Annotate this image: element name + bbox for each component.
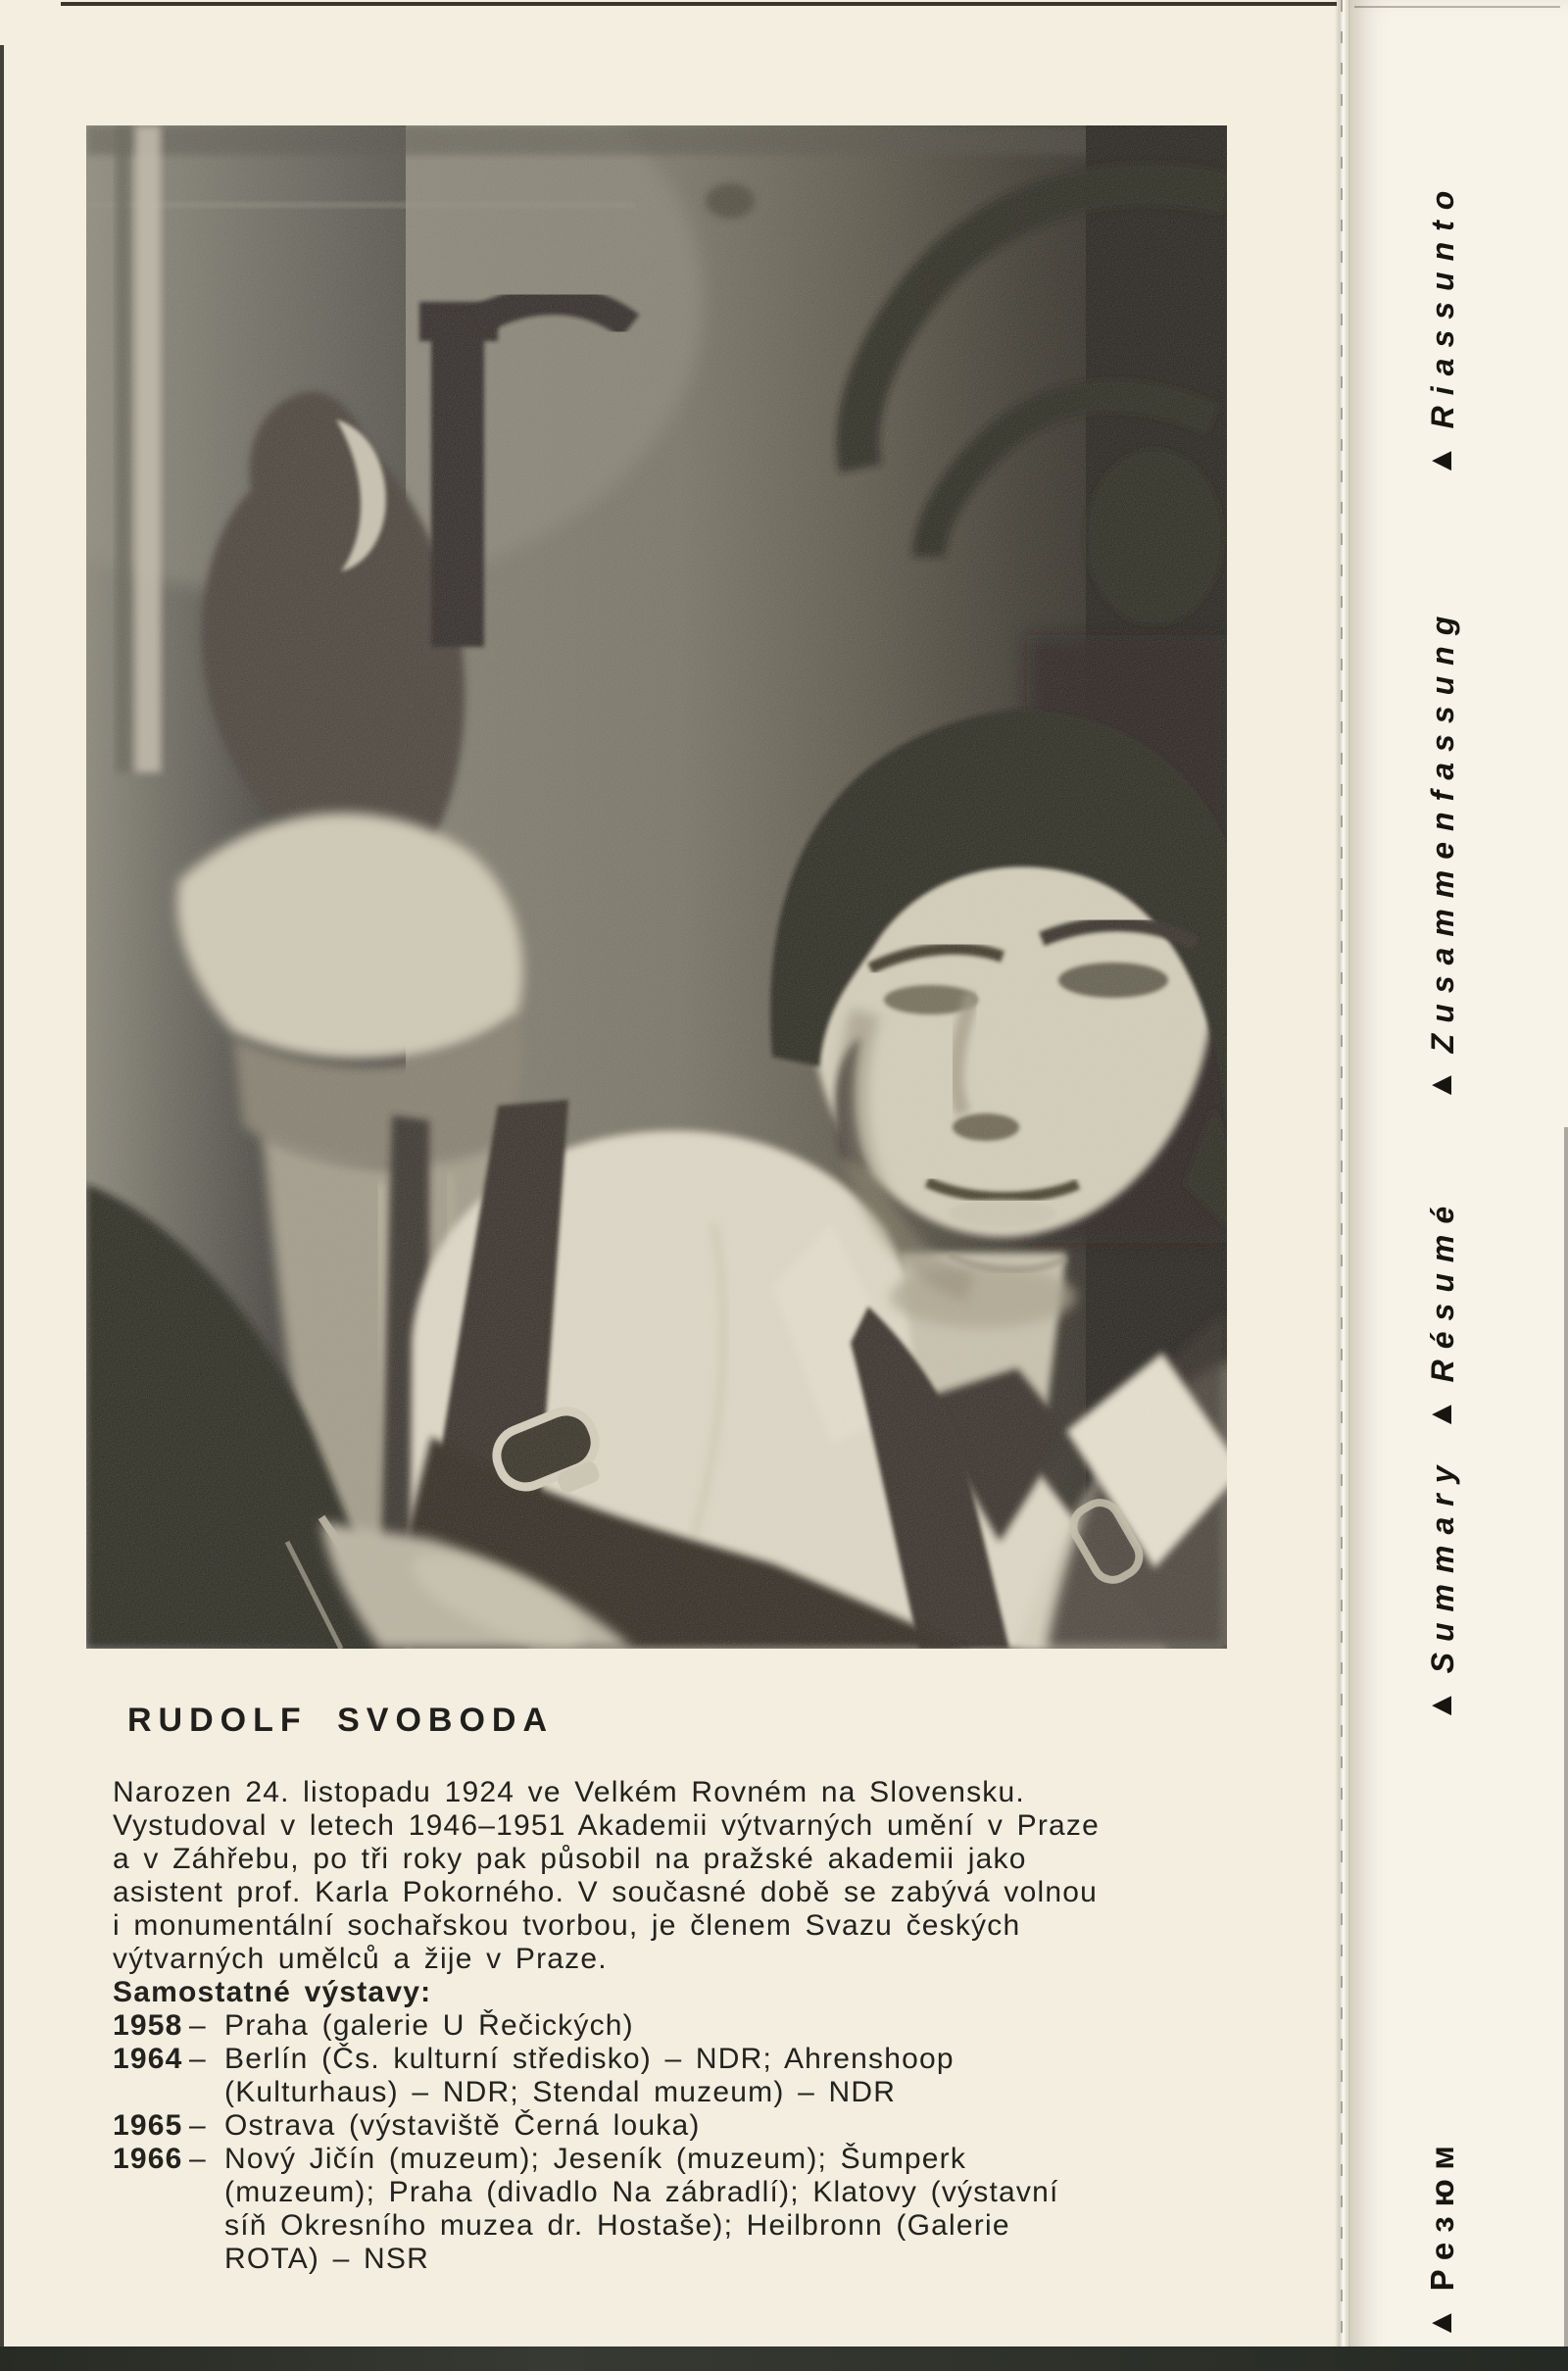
exhibition-year: 1966 (113, 2143, 183, 2175)
margin-label-text: Riassunto (1425, 179, 1460, 429)
bio-paragraph (113, 1776, 1289, 1976)
scan-edge-top (61, 2, 1337, 6)
margin-label-rezjum (1423, 2136, 1462, 2340)
margin-label-text: Résumé (1425, 1195, 1460, 1383)
triangle-marker-icon: ▲ (1422, 1689, 1459, 1722)
exhibition-row (113, 2009, 1289, 2043)
triangle-marker-icon: ▲ (1422, 2306, 1459, 2340)
exhibition-separator: – (189, 2043, 207, 2075)
exhibition-year: 1965 (113, 2109, 183, 2142)
margin-label-riassunto (1423, 180, 1462, 477)
scan-edge-right (1564, 1127, 1568, 2346)
margin-label-text: Summary (1425, 1455, 1460, 1674)
exhibition-separator: – (189, 2009, 207, 2042)
bio-line: výtvarných umělců a žije v Praze. (113, 1943, 608, 1975)
bio-and-exhibitions (113, 1776, 1289, 2276)
triangle-marker-icon: ▲ (1422, 1068, 1459, 1102)
bio-line: Vystudoval v letech 1946–1951 Akademii výtvarných umění v Praze (113, 1809, 1100, 1842)
studio-photo-art (86, 125, 1227, 1649)
bio-line: a v Záhřebu, po tři roky pak působil na pražské akademii jako (113, 1843, 1027, 1875)
scan-edge-bottom (0, 2346, 1568, 2371)
exhibition-text: Nový Jičín (muzeum); Jeseník (muzeum); Šumperk (224, 2143, 967, 2175)
bio-line: asistent prof. Karla Pokorného. V současné době se zabývá volnou (113, 1876, 1099, 1908)
margin-label-text: Резюм (1424, 2136, 1460, 2292)
exhibition-text: Ostrava (výstaviště Černá louka) (224, 2109, 701, 2142)
margin-label-resume (1423, 1196, 1462, 1431)
binding-stitch-marks (1341, 0, 1343, 2371)
scan-edge-left (0, 45, 4, 2348)
margin-label-zusammenfassung (1423, 606, 1462, 1102)
page-fold-crease (1335, 0, 1350, 2371)
scan-edge-top-right (1354, 6, 1560, 8)
margin-label-summary (1423, 1456, 1462, 1723)
exhibition-text-continuation: síň Okresního muzea dr. Hostaše); Heilbronn (Galerie (224, 2209, 1010, 2242)
exhibition-separator: – (189, 2109, 207, 2142)
bio-line: i monumentální sochařskou tvorbou, je členem Svazu českých (113, 1909, 1021, 1942)
studio-photo (86, 125, 1227, 1649)
exhibition-row (113, 2143, 1289, 2176)
page-title: RUDOLF SVOBODA (127, 1702, 554, 1739)
exhibition-year: 1958 (113, 2009, 183, 2042)
exhibition-text: Berlín (Čs. kulturní středisko) – NDR; Ahrenshoop (224, 2043, 955, 2075)
exhibition-text-continuation: (Kulturhaus) – NDR; Stendal muzeum) – NDR (224, 2076, 897, 2108)
exhibitions-heading: Samostatné výstavy: (113, 1976, 432, 2008)
exhibition-row (113, 2043, 1289, 2076)
exhibition-text: Praha (galerie U Řečických) (224, 2009, 634, 2042)
exhibition-separator: – (189, 2143, 207, 2175)
triangle-marker-icon: ▲ (1422, 444, 1459, 477)
exhibition-text-continuation: (muzeum); Praha (divadlo Na zábradlí); Klatovy (výstavní (224, 2176, 1059, 2208)
triangle-marker-icon: ▲ (1422, 1398, 1459, 1431)
exhibition-year: 1964 (113, 2043, 183, 2075)
exhibition-text-continuation: ROTA) – NSR (224, 2243, 429, 2275)
exhibition-row (113, 2109, 1289, 2143)
exhibition-list (113, 2009, 1289, 2276)
bio-line: Narozen 24. listopadu 1924 ve Velkém Rovném na Slovensku. (113, 1776, 1025, 1808)
margin-label-text: Zusammenfassung (1425, 605, 1460, 1054)
